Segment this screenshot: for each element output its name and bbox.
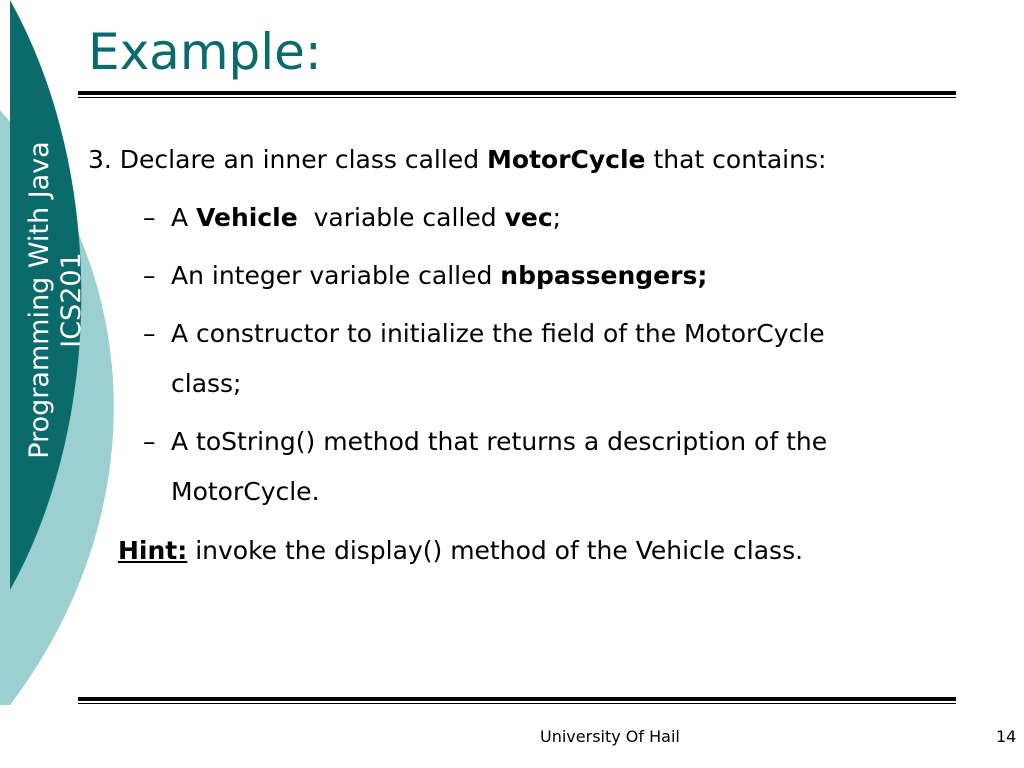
bullet-constructor-cont: class;	[171, 369, 242, 398]
bullet-dash: –	[143, 261, 156, 290]
slide-number: 14	[996, 727, 1017, 746]
class-name: MotorCycle	[487, 145, 646, 174]
bottom-divider	[78, 697, 956, 704]
bullet-dash: –	[143, 319, 156, 348]
slide-title: Example:	[88, 23, 322, 81]
bullet-integer: – An integer variable called nbpassengers;	[143, 261, 708, 290]
bullet-dash: –	[143, 427, 156, 456]
bullet-constructor: – A constructor to initialize the field of the MotorCycle	[143, 319, 825, 348]
bullet-vehicle: – A Vehicle variable called vec;	[143, 203, 562, 232]
hint-label: Hint:	[118, 536, 188, 565]
sidebar-course-title: Programming With Java	[24, 141, 55, 459]
bullet-tostring: – A toString() method that returns a description of the	[143, 427, 828, 456]
bullet-dash: –	[143, 203, 156, 232]
bullet-tostring-cont: MotorCycle.	[171, 477, 320, 506]
top-divider	[78, 91, 956, 98]
footer-university: University Of Hail	[540, 727, 680, 746]
hint-line: Hint: invoke the display() method of the Vehicle class.	[118, 536, 804, 565]
sidebar-course-code: ICS201	[56, 252, 87, 348]
item-3: 3. Declare an inner class called MotorCycle that contains:	[88, 145, 827, 174]
